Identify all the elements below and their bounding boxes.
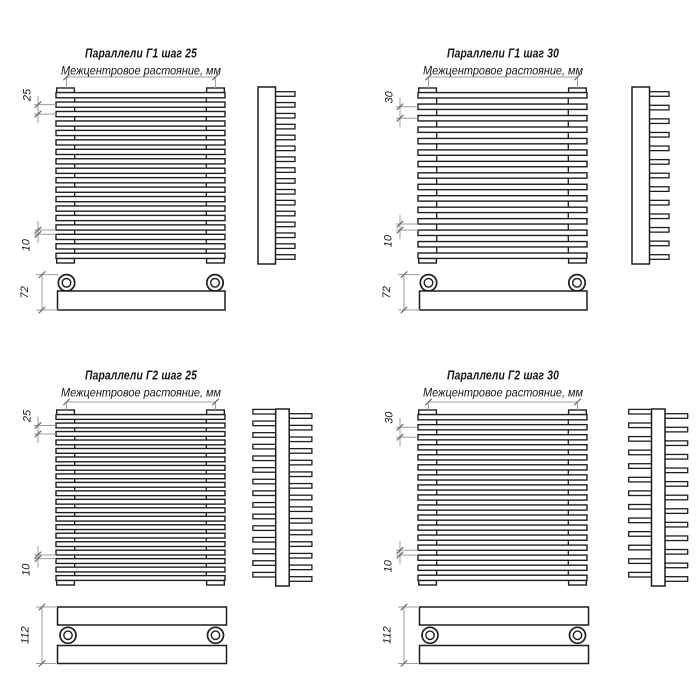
diagram-g1-step30-linework bbox=[396, 74, 669, 313]
center-distance-dimension-label: Межцентровое растояние, мм bbox=[423, 387, 584, 400]
gap-dimension-value: 10 bbox=[382, 560, 395, 573]
diagram-g2-step25-linework bbox=[34, 399, 312, 667]
depth-dimension-value: 72 bbox=[18, 286, 31, 299]
side-view bbox=[632, 87, 669, 264]
bottom-view bbox=[58, 275, 226, 310]
diagram-g2-step30-linework bbox=[396, 399, 688, 667]
diagram-title: Параллели Г1 шаг 25 bbox=[85, 45, 198, 61]
step-dimension-value: 25 bbox=[21, 409, 34, 423]
depth-dimension-value: 112 bbox=[19, 626, 32, 644]
front-view bbox=[418, 88, 587, 263]
diagram-title: Параллели Г2 шаг 30 bbox=[447, 367, 560, 383]
step-dimension-value: 30 bbox=[383, 91, 396, 104]
bottom-view bbox=[420, 275, 588, 310]
step-dimension-value: 25 bbox=[21, 88, 34, 102]
front-view bbox=[56, 88, 225, 263]
bottom-view bbox=[420, 607, 589, 664]
side-view bbox=[629, 409, 688, 586]
diagram-title: Параллели Г2 шаг 25 bbox=[85, 367, 198, 383]
bottom-view bbox=[58, 607, 227, 664]
center-distance-dimension-label: Межцентровое растояние, мм bbox=[61, 387, 222, 400]
step-dimension-value: 30 bbox=[383, 411, 396, 424]
gap-dimension-value: 10 bbox=[382, 234, 395, 248]
front-view bbox=[56, 410, 225, 585]
diagram-title: Параллели Г1 шаг 30 bbox=[447, 45, 560, 61]
depth-dimension-value: 112 bbox=[381, 626, 394, 644]
gap-dimension-value: 10 bbox=[20, 239, 33, 252]
diagram-g1-step25-linework bbox=[34, 74, 295, 313]
gap-dimension-value: 10 bbox=[20, 563, 33, 576]
front-view bbox=[418, 410, 587, 585]
center-distance-dimension-label: Межцентровое растояние, мм bbox=[61, 65, 222, 78]
depth-dimension-value: 72 bbox=[380, 286, 393, 299]
side-view bbox=[258, 87, 295, 264]
center-distance-dimension-label: Межцентровое растояние, мм bbox=[423, 65, 584, 78]
side-view bbox=[253, 409, 312, 586]
